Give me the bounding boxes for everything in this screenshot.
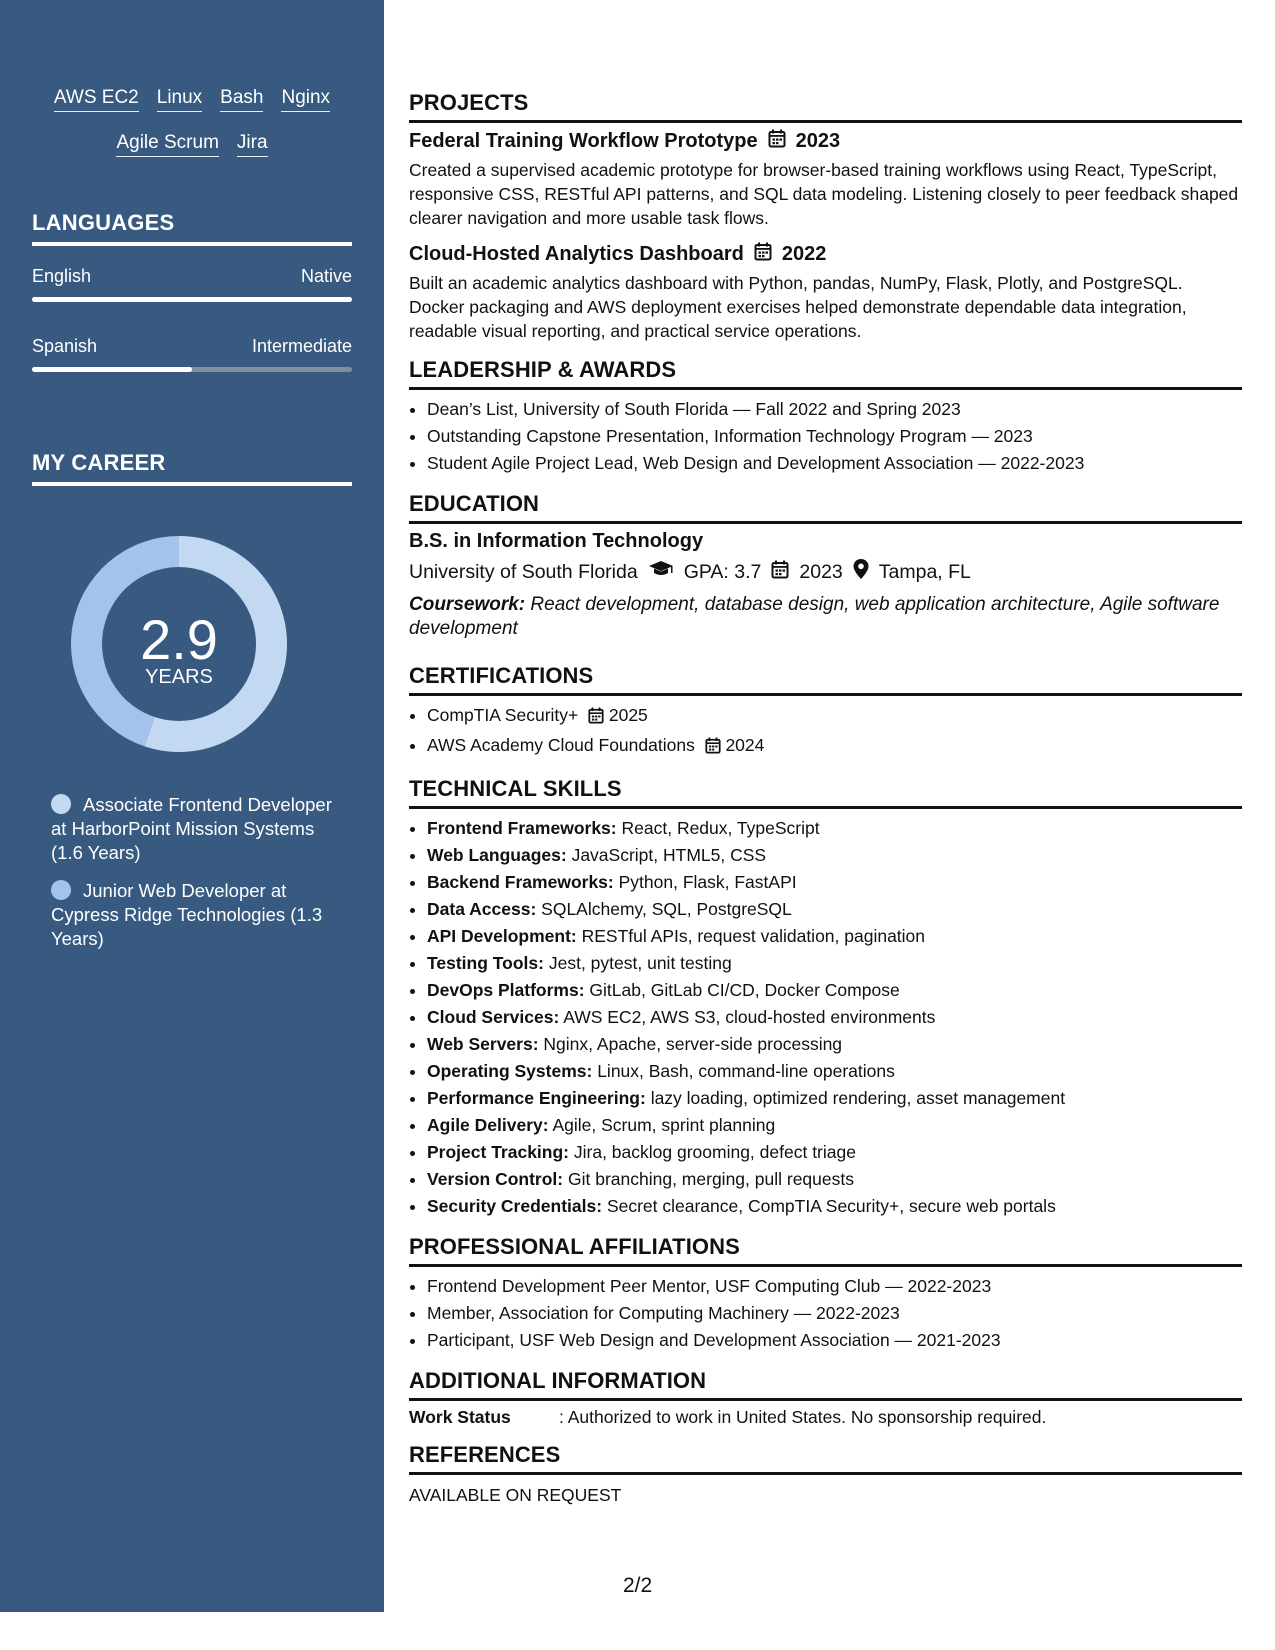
certification-year: 2024 bbox=[725, 735, 765, 755]
project-year: 2023 bbox=[795, 130, 841, 152]
affiliations-list bbox=[409, 1273, 1242, 1354]
project-description: Built an academic analytics dashboard with Python, pandas, NumPy, Flask, Plotly, and PostgreSQL. Docker packaging and AWS deployment exercises helped demonstrate dependable data integration, readable visual reporting, and practical service operations. bbox=[409, 273, 1187, 341]
legend-dot-icon bbox=[51, 794, 71, 814]
language-level: Intermediate bbox=[251, 336, 352, 356]
graduation-cap-icon bbox=[648, 560, 674, 584]
skill-value: lazy loading, optimized rendering, asset management bbox=[650, 1088, 1066, 1108]
list-item bbox=[427, 1166, 1242, 1193]
skill-value: GitLab, GitLab CI/CD, Docker Compose bbox=[589, 980, 900, 1000]
skill-label: Data Access: bbox=[427, 899, 537, 919]
page-number: 2/2 bbox=[623, 1574, 653, 1597]
certification-name: CompTIA Security+ bbox=[427, 705, 579, 725]
main-content bbox=[409, 90, 1242, 1506]
skill-tag: AWS EC2 bbox=[54, 87, 139, 112]
project-description: Created a supervised academic prototype for browser-based training workflows using React, TypeScript, responsive CSS, RESTful API patterns, and SQL data modeling. Listening closely to peer feedback shaped clearer navigation and more usable task flows. bbox=[409, 160, 1239, 228]
certifications-list bbox=[409, 702, 1242, 762]
legend-dot-icon bbox=[51, 880, 71, 900]
career-item bbox=[51, 793, 341, 865]
list-item: • Member, Association for Computing Machinery — 2022-2023 bbox=[427, 1300, 1242, 1327]
skill-value: JavaScript, HTML5, CSS bbox=[571, 845, 767, 865]
calendar-icon bbox=[705, 735, 721, 762]
project-year: 2022 bbox=[781, 243, 827, 265]
skill-label: Project Tracking: bbox=[427, 1142, 569, 1162]
language-proficiency-fill bbox=[32, 297, 352, 302]
list-item bbox=[427, 1031, 1242, 1058]
skill-tag: Nginx bbox=[281, 87, 330, 112]
career-unit: YEARS bbox=[145, 666, 213, 688]
list-item bbox=[427, 1085, 1242, 1112]
project-title: Cloud-Hosted Analytics Dashboard bbox=[409, 243, 744, 265]
skill-value: Agile, Scrum, sprint planning bbox=[552, 1115, 776, 1135]
list-item: • Outstanding Capstone Presentation, Information Technology Program — 2023 bbox=[427, 423, 1242, 450]
section-heading: PROJECTS bbox=[409, 90, 1242, 123]
language-proficiency-bar bbox=[32, 367, 352, 372]
skill-label: Operating Systems: bbox=[427, 1061, 593, 1081]
list-item bbox=[427, 1058, 1242, 1085]
work-status-label: Work Status bbox=[409, 1407, 511, 1427]
language-spanish bbox=[32, 336, 352, 372]
skills-list bbox=[409, 815, 1242, 1220]
skill-tags-row-2 bbox=[0, 132, 384, 157]
calendar-icon bbox=[768, 129, 786, 154]
list-item bbox=[427, 702, 1242, 732]
list-item bbox=[427, 950, 1242, 977]
coursework bbox=[409, 593, 1242, 641]
skill-label: Performance Engineering: bbox=[427, 1088, 646, 1108]
skill-label: Web Languages: bbox=[427, 845, 567, 865]
calendar-icon bbox=[588, 705, 604, 732]
additional-info-section bbox=[409, 1368, 1242, 1428]
sidebar bbox=[0, 0, 384, 1612]
skill-value: Python, Flask, FastAPI bbox=[618, 872, 797, 892]
skill-label: Testing Tools: bbox=[427, 953, 544, 973]
list-item bbox=[427, 1139, 1242, 1166]
degree-title: B.S. in Information Technology bbox=[409, 530, 704, 552]
skill-label: Agile Delivery: bbox=[427, 1115, 549, 1135]
project-title: Federal Training Workflow Prototype bbox=[409, 130, 758, 152]
career-item-label: Associate Frontend Developer at HarborPoint Mission Systems (1.6 Years) bbox=[51, 794, 332, 863]
list-item bbox=[427, 923, 1242, 950]
skill-value: Secret clearance, CompTIA Security+, secure web portals bbox=[606, 1196, 1056, 1216]
language-proficiency-fill bbox=[32, 367, 192, 372]
work-status-value: : Authorized to work in United States. No sponsorship required. bbox=[559, 1407, 1047, 1427]
list-item bbox=[427, 1193, 1242, 1220]
affiliations-section bbox=[409, 1234, 1242, 1354]
career-heading: MY CAREER bbox=[32, 450, 352, 486]
skill-tag: Bash bbox=[220, 87, 263, 112]
skill-label: Cloud Services: bbox=[427, 1007, 560, 1027]
skill-value: SQLAlchemy, SQL, PostgreSQL bbox=[541, 899, 792, 919]
certification-name: AWS Academy Cloud Foundations bbox=[427, 735, 695, 755]
language-name: Spanish bbox=[32, 336, 98, 356]
list-item bbox=[427, 977, 1242, 1004]
list-item bbox=[427, 842, 1242, 869]
section-heading: CERTIFICATIONS bbox=[409, 663, 1242, 696]
languages-heading: LANGUAGES bbox=[32, 210, 352, 246]
section-heading: LEADERSHIP & AWARDS bbox=[409, 357, 1242, 390]
gpa: GPA: 3.7 bbox=[683, 560, 762, 583]
list-item: • Student Agile Project Lead, Web Design and Development Association — 2022-2023 bbox=[427, 450, 1242, 477]
list-item: • Frontend Development Peer Mentor, USF Computing Club — 2022-2023 bbox=[427, 1273, 1242, 1300]
career-item-label: Junior Web Developer at Cypress Ridge Technologies (1.3 Years) bbox=[51, 880, 323, 949]
list-item: • Participant, USF Web Design and Development Association — 2021-2023 bbox=[427, 1327, 1242, 1354]
certification-year: 2025 bbox=[608, 705, 648, 725]
skill-label: Frontend Frameworks: bbox=[427, 818, 617, 838]
skill-label: Backend Frameworks: bbox=[427, 872, 614, 892]
certifications-section bbox=[409, 663, 1242, 762]
calendar-icon bbox=[771, 560, 789, 585]
graduation-year: 2023 bbox=[799, 560, 843, 583]
calendar-icon bbox=[754, 242, 772, 267]
section-heading: TECHNICAL SKILLS bbox=[409, 776, 1242, 809]
section-heading: EDUCATION bbox=[409, 491, 1242, 524]
skill-tag: Jira bbox=[237, 132, 268, 157]
language-level: Native bbox=[300, 266, 352, 286]
list-item: • Dean’s List, University of South Florida — Fall 2022 and Spring 2023 bbox=[427, 396, 1242, 423]
list-item bbox=[427, 869, 1242, 896]
school-location: Tampa, FL bbox=[878, 560, 971, 583]
skill-tag: Agile Scrum bbox=[116, 132, 218, 157]
skill-label: Version Control: bbox=[427, 1169, 564, 1189]
language-name: English bbox=[32, 266, 92, 286]
skill-label: Web Servers: bbox=[427, 1034, 539, 1054]
skill-value: Jira, backlog grooming, defect triage bbox=[573, 1142, 856, 1162]
list-item bbox=[427, 896, 1242, 923]
education-details bbox=[409, 559, 1242, 585]
coursework-text: React development, database design, web application architecture, Agile software development bbox=[409, 594, 1220, 639]
coursework-label: Coursework: bbox=[409, 594, 526, 615]
work-status-row bbox=[409, 1407, 1242, 1428]
skill-label: DevOps Platforms: bbox=[427, 980, 585, 1000]
skill-value: Jest, pytest, unit testing bbox=[548, 953, 732, 973]
leadership-section bbox=[409, 357, 1242, 477]
skill-tags-row-1 bbox=[0, 87, 384, 112]
section-heading: PROFESSIONAL AFFILIATIONS bbox=[409, 1234, 1242, 1267]
list-item bbox=[427, 815, 1242, 842]
language-proficiency-bar bbox=[32, 297, 352, 302]
skill-label: API Development: bbox=[427, 926, 577, 946]
skill-value: Git branching, merging, pull requests bbox=[568, 1169, 854, 1189]
skill-tag: Linux bbox=[157, 87, 202, 112]
projects-section bbox=[409, 90, 1242, 343]
career-item bbox=[51, 879, 341, 951]
list-item bbox=[427, 732, 1242, 762]
education-section bbox=[409, 491, 1242, 641]
references-section bbox=[409, 1442, 1242, 1506]
list-item bbox=[427, 1004, 1242, 1031]
skill-value: Nginx, Apache, server-side processing bbox=[543, 1034, 843, 1054]
list-item bbox=[427, 1112, 1242, 1139]
technical-skills-section bbox=[409, 776, 1242, 1220]
project-title-row bbox=[409, 242, 1242, 267]
section-heading: REFERENCES bbox=[409, 1442, 1242, 1475]
leadership-list bbox=[409, 396, 1242, 477]
references-text: AVAILABLE ON REQUEST bbox=[409, 1485, 622, 1505]
project-title-row bbox=[409, 129, 1242, 154]
skill-value: AWS EC2, AWS S3, cloud-hosted environments bbox=[563, 1007, 936, 1027]
skill-value: React, Redux, TypeScript bbox=[621, 818, 820, 838]
career-donut-chart bbox=[66, 531, 292, 757]
skill-value: Linux, Bash, command-line operations bbox=[597, 1061, 895, 1081]
location-pin-icon bbox=[853, 559, 869, 585]
school-name: University of South Florida bbox=[409, 560, 638, 583]
career-total: 2.9 bbox=[140, 608, 218, 671]
skill-value: RESTful APIs, request validation, pagination bbox=[581, 926, 926, 946]
language-english bbox=[32, 266, 352, 302]
skill-label: Security Credentials: bbox=[427, 1196, 603, 1216]
section-heading: ADDITIONAL INFORMATION bbox=[409, 1368, 1242, 1401]
